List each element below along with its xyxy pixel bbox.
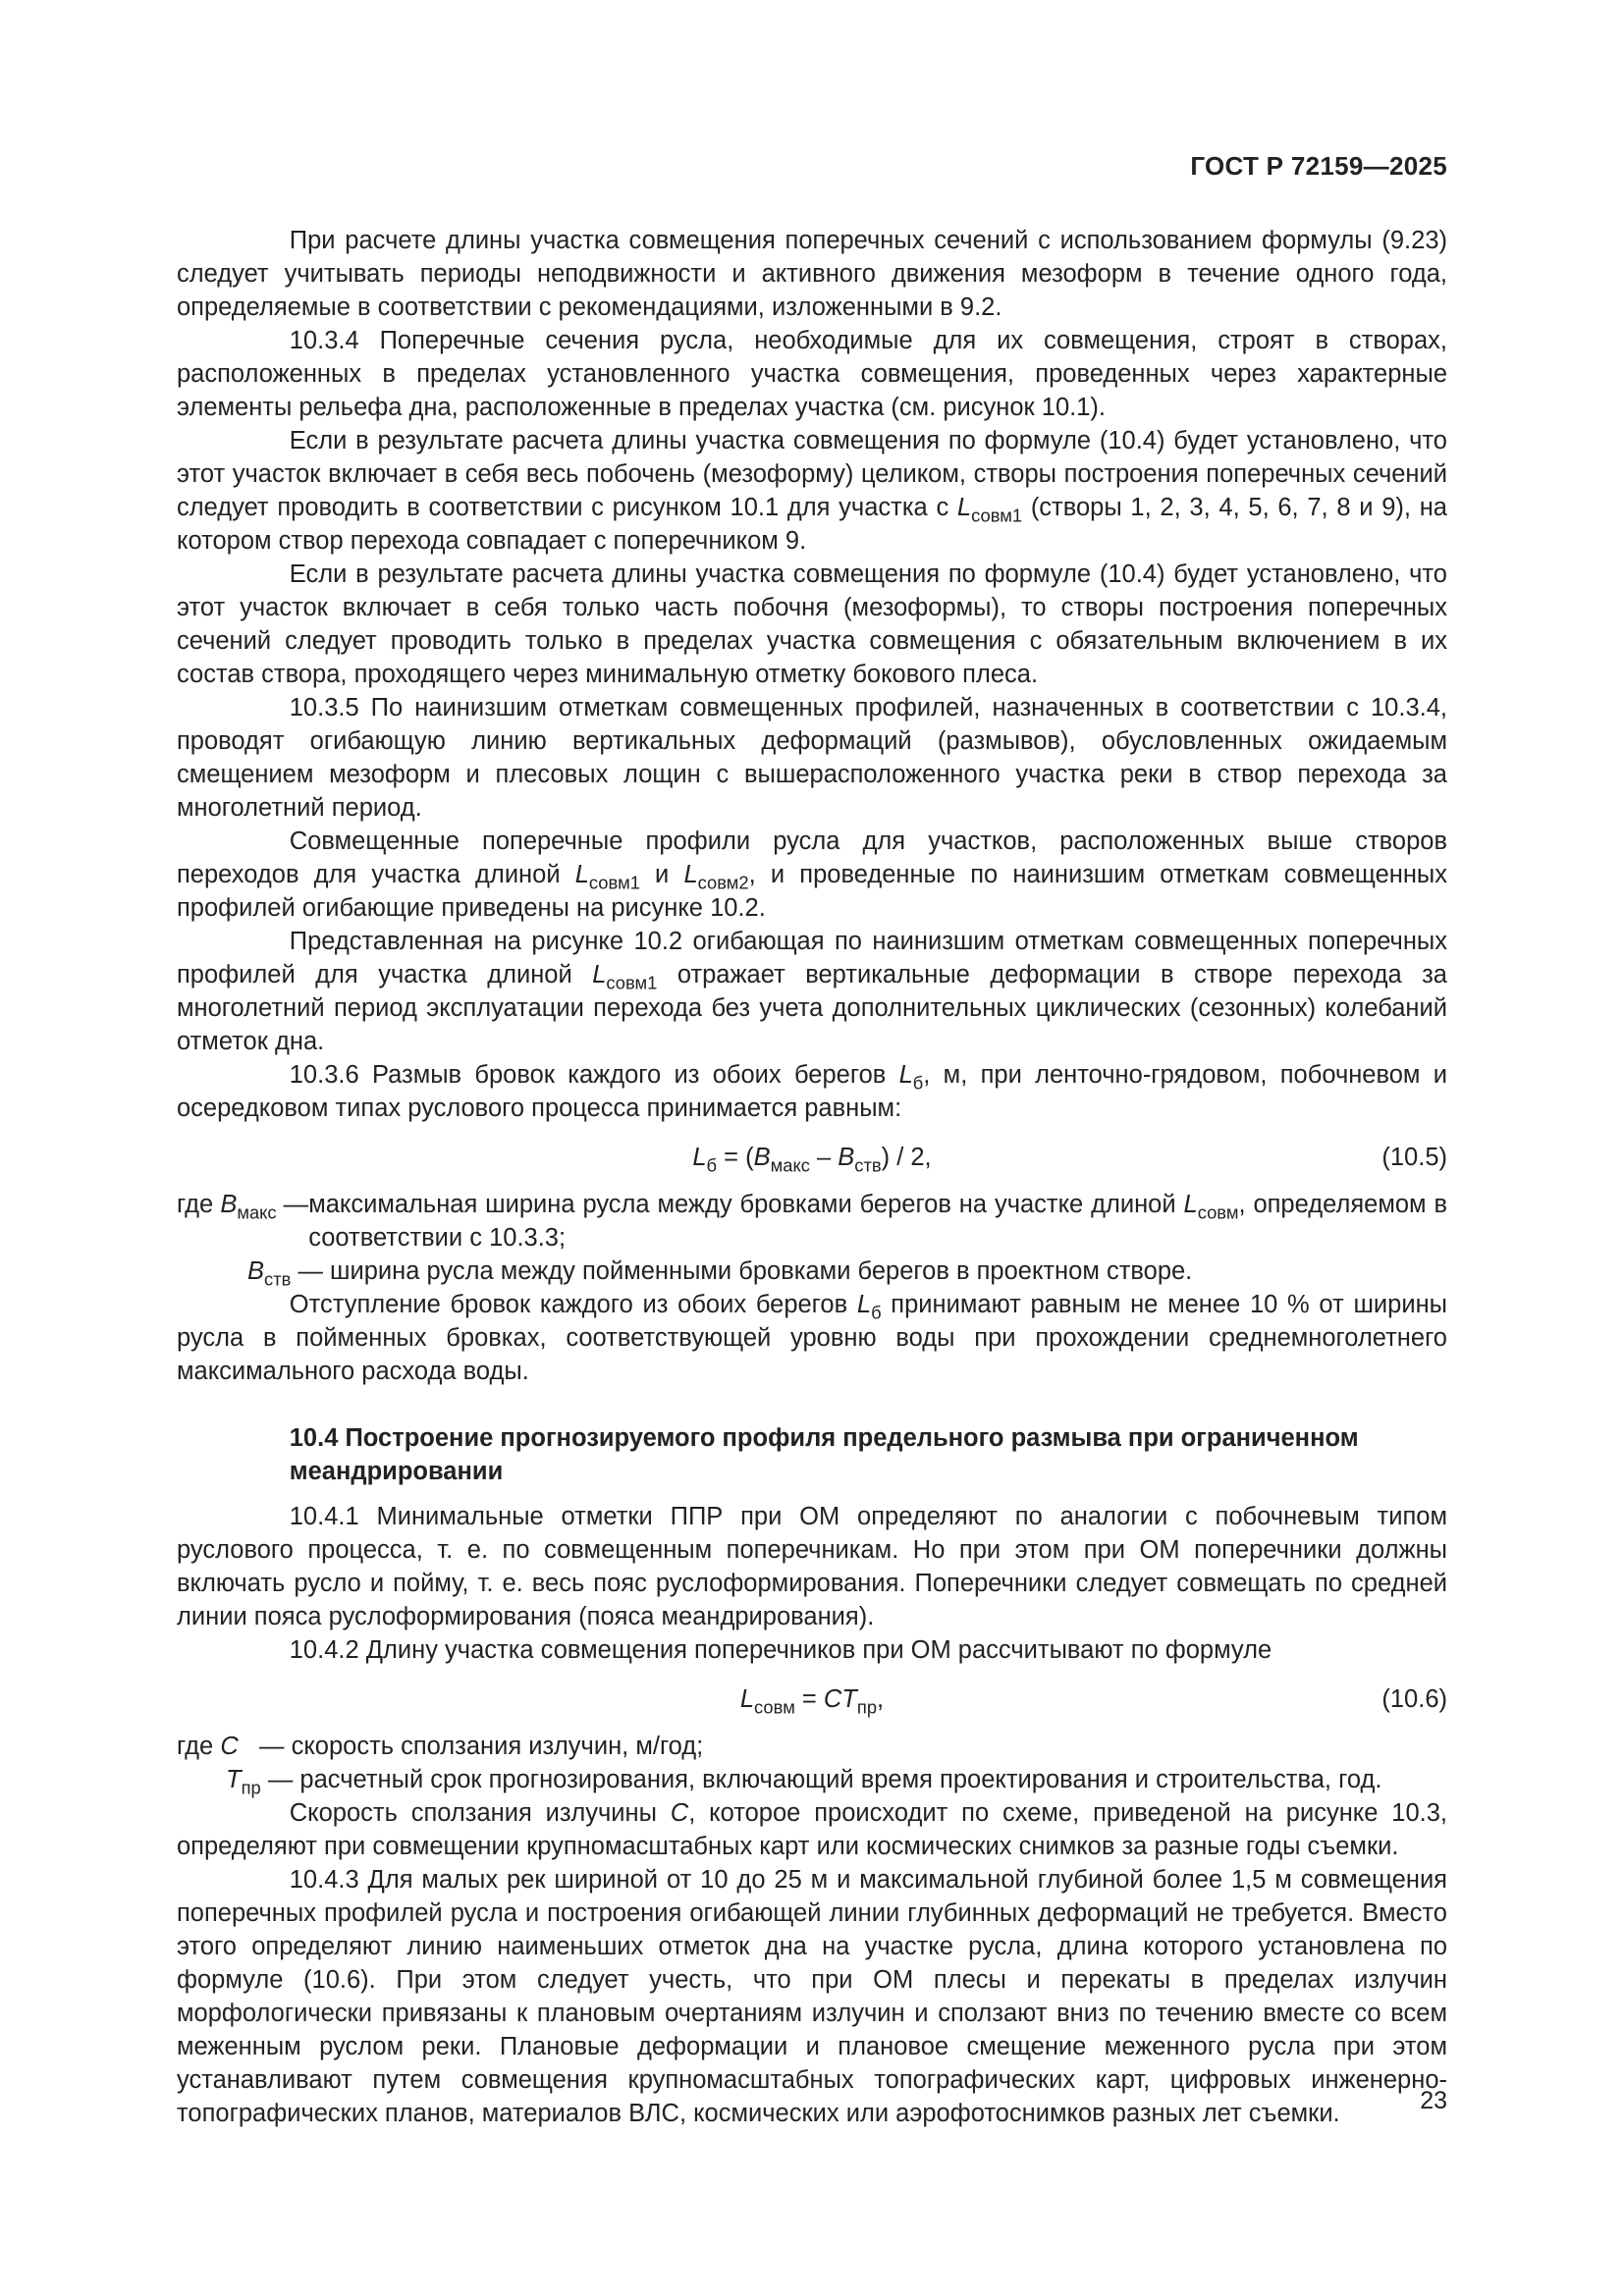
document-code: ГОСТ Р 72159—2025 (1190, 151, 1447, 181)
text: Скорость сползания излучины (289, 1799, 671, 1827)
text: где (177, 1191, 221, 1218)
page-body (177, 224, 1447, 2130)
formula-number: (10.6) (1381, 1685, 1447, 1713)
where-term (177, 1188, 308, 1255)
paragraph (177, 424, 1447, 558)
paragraph-10-4-1: 10.4.1 Минимальные отметки ППР при ОМ определяют по аналогии с побочневым типом руслового процесса, т. е. по совмещенным поперечникам. Но при этом при ОМ поперечники должны включать русло и пойму, т. е. весь пояс руслоформирования. Поперечники следует совмещать по средней линии пояса руслоформирования (пояса меандрирования). (177, 1503, 1447, 1630)
subscript: б (912, 1072, 924, 1094)
variable: B (247, 1257, 265, 1285)
paragraph (177, 825, 1447, 925)
variable: L (856, 1291, 872, 1318)
subscript: пр (241, 1777, 261, 1798)
operator: – (809, 1144, 839, 1171)
subscript: пр (856, 1696, 878, 1718)
text: ширина русла между пойменными бровками берегов в проектном створе. (330, 1257, 1193, 1285)
text: Если в результате расчета длины участка совмещения по формуле (10.4) будет установлено, что этот участок включает в себя весь побочень (мезоформу) целиком, створы построения поперечных сечений следует проводить в соответствии с рисунком 10.1 для участка с (177, 427, 1447, 521)
dash: — (238, 1733, 292, 1760)
subscript: б (871, 1302, 882, 1323)
variable: T (226, 1766, 242, 1793)
text: , которое происходит по схеме, приведеной на рисунке 10.3, определяют при совмещении крупномасштабных карт или космических снимков за разные годы съемки. (177, 1799, 1447, 1860)
paragraph: При расчете длины участка совмещения поперечных сечений с использованием формулы (9.23) следует учитывать периоды неподвижности и активного движения мезоформ в течение одного года, определяемые в соответствии с рекомендациями, изложенными в 9.2. (177, 227, 1447, 321)
text: , определяемом в соответствии с 10.3.3; (308, 1191, 1447, 1252)
text: , и проведенные по наинизшим отметкам совмещенных профилей огибающие приведены на рисунке 10.2. (177, 861, 1448, 922)
variable: C (220, 1733, 239, 1760)
variable: L (683, 861, 698, 888)
paragraph-10-4-3: 10.4.3 Для малых рек шириной от 10 до 25 м и максимальной глубиной более 1,5 м совмещения поперечных профилей русла и построения огибающей линии глубинных деформаций не требуется. Вместо этого определяют линию наименьших отметок дна на участке русла, длина которого установлена по формуле (10.6). При этом следует учесть, что при ОМ плесы и перекаты в пределах излучин морфологически привязаны к плановым очертаниям излучин и сползают вниз по течению вместе со всем меженным руслом реки. Плановые деформации и плановое смещение меженного русла при этом устанавливают путем совмещения крупномасштабных топографических карт, цифровых инженерно-топографических планов, материалов ВЛС, космических или аэрофотоснимков разных лет съемки. (177, 1866, 1447, 2127)
subscript: б (706, 1154, 718, 1176)
subscript: совм (754, 1696, 795, 1718)
paragraph-10-3-4: 10.3.4 Поперечные сечения русла, необходимые для их совмещения, строят в створах, расположенных в пределах установленного участка совмещения, проведенных через характерные элементы рельефа дна, расположенные в пределах участка (см. рисунок 10.1). (177, 327, 1447, 421)
text: расчетный срок прогнозирования, включающий время проектирования и строительства, год. (299, 1766, 1382, 1793)
variable: L (898, 1061, 913, 1089)
variable: C (670, 1799, 689, 1827)
formula-number: (10.5) (1381, 1144, 1447, 1171)
paragraph (177, 1288, 1447, 1388)
text: (створы 1, 2, 3, 4, 5, 6, 7, 8 и 9), на котором створ перехода совпадает с поперечником 9. (177, 494, 1447, 555)
formula-10-5 (177, 1141, 1447, 1174)
subscript: макс (237, 1201, 277, 1223)
paragraph-10-4-2: 10.4.2 Длину участка совмещения поперечников при ОМ рассчитывают по формуле (289, 1636, 1272, 1664)
formula-10-6 (177, 1682, 1447, 1716)
where-description (308, 1188, 1447, 1255)
where-item (177, 1188, 1447, 1255)
variable: B (220, 1191, 238, 1218)
where-item (177, 1730, 1447, 1763)
text: , м, при ленточно-грядовом, побочневом и осередковом типах руслового процесса принимается равным: (177, 1061, 1447, 1122)
text: где (177, 1733, 221, 1760)
variable: L (956, 494, 972, 521)
subscript: макс (770, 1154, 810, 1176)
variable: L (739, 1685, 755, 1713)
formula-expression (177, 1682, 1447, 1716)
paragraph-10-3-5: 10.3.5 По наинизшим отметкам совмещенных профилей, назначенных в соответствии с 10.3.4, проводят огибающую линию вертикальных деформаций (размывов), обусловленных ожидаемым смещением мезоформ и плесовых лощин с вышерасположенного участка реки в створ перехода за многолетний период. (177, 694, 1447, 822)
subscript: совм1 (971, 505, 1023, 526)
variable: L (574, 861, 589, 888)
text: скорость сползания излучин, м/год; (291, 1733, 704, 1760)
paragraph-10-3-6 (177, 1058, 1447, 1125)
operator: , (877, 1685, 885, 1713)
variable: B (753, 1144, 771, 1171)
text: Представленная на рисунке 10.2 огибающая по наинизшим отметкам совмещенных поперечных профилей для участка длиной (177, 928, 1447, 988)
variable: B (838, 1144, 855, 1171)
page-number: 23 (1420, 2087, 1447, 2114)
paragraph (177, 925, 1447, 1058)
where-item (177, 1255, 1447, 1288)
paragraph: Если в результате расчета длины участка совмещения по формуле (10.4) будет установлено, что этот участок включает в себя только часть побочня (мезоформы), то створы построения поперечных сечений следует проводить только в пределах участка совмещения с обязательным включением в их состав створа, проходящего через минимальную отметку бокового плеса. (177, 561, 1447, 688)
dash: — (260, 1766, 300, 1793)
text: принимают равным не менее 10 % от ширины русла в пойменных бровках, соответствующей уровню воды при прохождении среднемноголетнего максимального расхода воды. (177, 1291, 1447, 1385)
text: отражает вертикальные деформации в створе перехода за многолетний период эксплуатации перехода без учета дополнительных циклических (сезонных) колебаний отметок дна. (177, 961, 1447, 1055)
subscript: совм1 (606, 972, 658, 993)
subscript: ств (264, 1268, 292, 1290)
text: максимальная ширина русла между бровками берегов на участке длиной (308, 1191, 1184, 1218)
operator: = ( (717, 1144, 754, 1171)
text: 10.3.6 Размыв бровок каждого из обоих берегов (289, 1061, 899, 1089)
dash: — (291, 1257, 331, 1285)
paragraph (177, 1796, 1447, 1863)
subscript: ств (854, 1154, 882, 1176)
formula-expression (177, 1141, 1447, 1174)
text: и (639, 861, 684, 888)
variable: CT (823, 1685, 857, 1713)
where-item (177, 1763, 1447, 1796)
text: Совмещенные поперечные профили русла для участков, расположенных выше створов переходов для участка длиной (177, 828, 1447, 888)
operator: = (794, 1685, 824, 1713)
subscript: совм2 (697, 872, 749, 893)
section-heading-10-4: 10.4 Построение прогнозируемого профиля предельного размыва при ограниченном меандрировании (289, 1424, 1359, 1485)
variable: L (1183, 1191, 1198, 1218)
subscript: совм (1197, 1201, 1239, 1223)
subscript: совм1 (588, 872, 640, 893)
dash: — (276, 1191, 309, 1218)
operator: ) / 2, (881, 1144, 932, 1171)
variable: L (592, 961, 607, 988)
variable: L (692, 1144, 707, 1171)
text: Отступление бровок каждого из обоих берегов (289, 1291, 857, 1318)
